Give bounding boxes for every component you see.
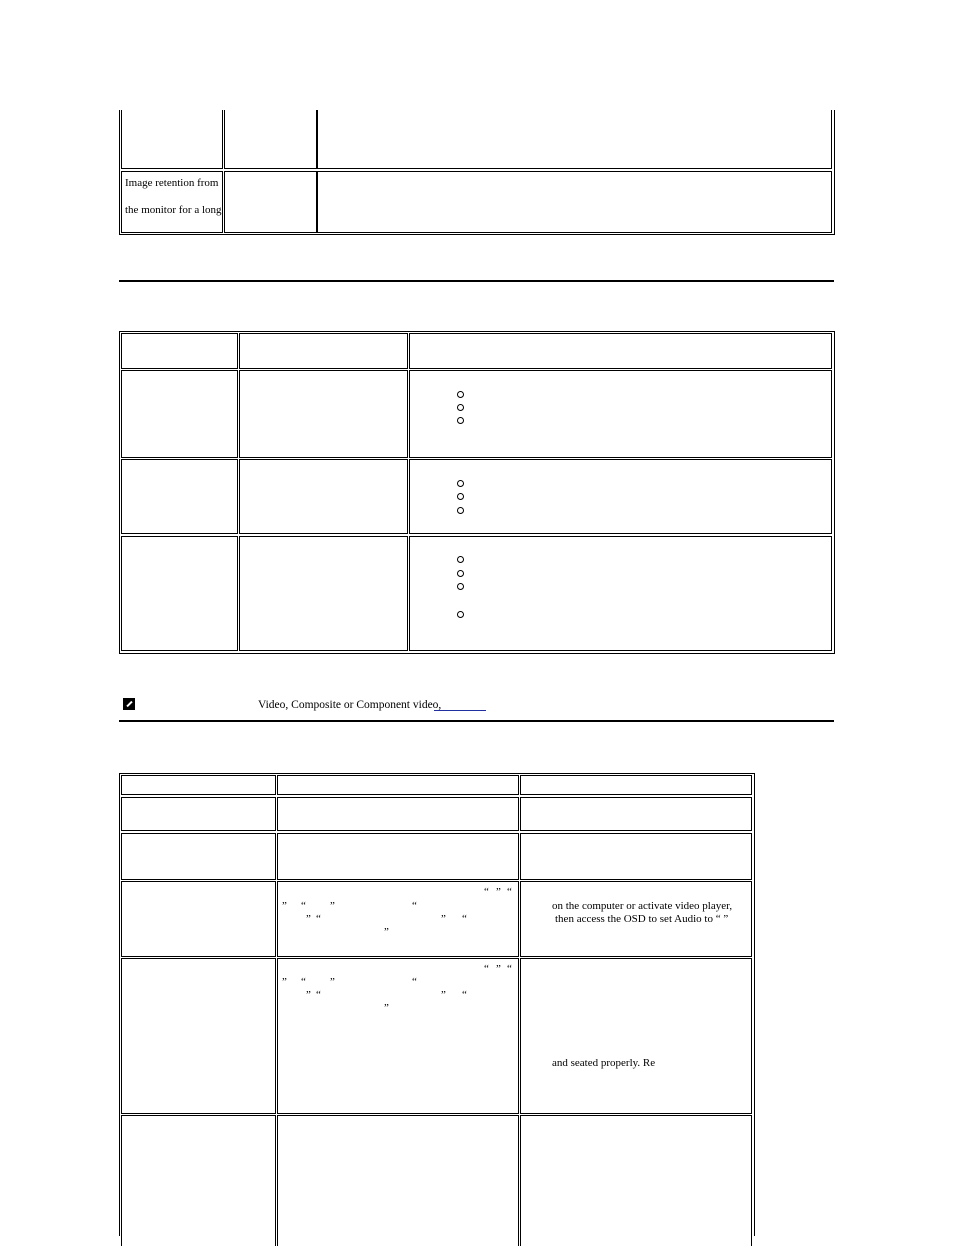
quote-mark: “ bbox=[316, 989, 321, 1001]
table2-row2-col2 bbox=[239, 459, 408, 534]
table1-row2-col2 bbox=[224, 171, 317, 233]
list-bullet-icon bbox=[457, 570, 464, 577]
table3-row5-col1 bbox=[121, 1115, 276, 1246]
table3-header-col1 bbox=[121, 775, 276, 795]
note-icon bbox=[123, 698, 135, 710]
quote-mark: ” bbox=[384, 1002, 389, 1014]
quote-mark: ” bbox=[282, 900, 287, 912]
quote-mark: ” bbox=[330, 900, 335, 912]
list-bullet-icon bbox=[457, 417, 464, 424]
table2-row2-col3 bbox=[409, 459, 832, 534]
quote-mark: “ bbox=[507, 963, 512, 975]
table3-row4-col2 bbox=[277, 958, 519, 1114]
list-bullet-icon bbox=[457, 507, 464, 514]
note-link[interactable] bbox=[434, 710, 486, 711]
quote-mark: “ bbox=[412, 900, 417, 912]
quote-mark: ” bbox=[330, 976, 335, 988]
table3-row2-col2 bbox=[277, 833, 519, 880]
quote-mark: “ bbox=[507, 886, 512, 898]
table1-row2-col1 bbox=[121, 171, 223, 233]
quote-mark: “ bbox=[316, 913, 321, 925]
table2-row3-col2 bbox=[239, 536, 408, 651]
table1-row1-col3 bbox=[317, 110, 832, 169]
list-bullet-icon bbox=[457, 583, 464, 590]
table2-row3-col1 bbox=[121, 536, 238, 651]
table3-row2-col3 bbox=[520, 833, 752, 880]
image-retention-line-1: Image retention from bbox=[125, 177, 219, 189]
list-bullet-icon bbox=[457, 611, 464, 618]
table2-row1-col2 bbox=[239, 370, 408, 458]
quote-mark: “ bbox=[412, 976, 417, 988]
note-text: Video, Composite or Component video, bbox=[258, 699, 442, 711]
quote-mark: ” bbox=[384, 926, 389, 938]
quote-mark: “ bbox=[301, 900, 306, 912]
table2-header-col3 bbox=[409, 333, 832, 369]
table3-row1-col2 bbox=[277, 797, 519, 831]
table3-row4-col3 bbox=[520, 958, 752, 1114]
list-bullet-icon bbox=[457, 391, 464, 398]
table2-row1-col3 bbox=[409, 370, 832, 458]
quote-mark: ” bbox=[496, 886, 501, 898]
table2-header-col1 bbox=[121, 333, 238, 369]
quote-mark: “ bbox=[484, 963, 489, 975]
table3-row5-col3 bbox=[520, 1115, 752, 1246]
quote-mark: ” bbox=[282, 976, 287, 988]
quote-mark: ” bbox=[441, 989, 446, 1001]
table3-header-col3 bbox=[520, 775, 752, 795]
quote-mark: “ bbox=[484, 886, 489, 898]
table2-header-col2 bbox=[239, 333, 408, 369]
table2-row1-col1 bbox=[121, 370, 238, 458]
list-bullet-icon bbox=[457, 493, 464, 500]
audio-instruction-line-1: on the computer or activate video player, bbox=[552, 900, 733, 912]
table3-row5-col2 bbox=[277, 1115, 519, 1246]
audio-instruction-line-2: then access the OSD to set Audio to “ ” bbox=[555, 913, 729, 925]
cable-instruction-text: and seated properly. Re bbox=[552, 1057, 656, 1069]
table3-row4-col1 bbox=[121, 958, 276, 1114]
image-retention-line-2: the monitor for a long bbox=[125, 204, 222, 216]
quote-mark: ” bbox=[441, 913, 446, 925]
table1-row1-col2 bbox=[224, 110, 317, 169]
quote-mark: ” bbox=[496, 963, 501, 975]
table3-row1-col1 bbox=[121, 797, 276, 831]
table3-row1-col3 bbox=[520, 797, 752, 831]
quote-mark: “ bbox=[462, 913, 467, 925]
section-divider-2 bbox=[119, 720, 834, 722]
table3-header-col2 bbox=[277, 775, 519, 795]
table3-row2-col1 bbox=[121, 833, 276, 880]
table1-row1-col1 bbox=[121, 110, 223, 169]
quote-mark: “ bbox=[462, 989, 467, 1001]
table1-row2-col3 bbox=[317, 171, 832, 233]
quote-mark: ” bbox=[306, 989, 311, 1001]
table3-row3-col2 bbox=[277, 881, 519, 957]
table2-row2-col1 bbox=[121, 459, 238, 534]
section-divider-1 bbox=[119, 280, 834, 282]
list-bullet-icon bbox=[457, 404, 464, 411]
list-bullet-icon bbox=[457, 480, 464, 487]
table2-row3-col3 bbox=[409, 536, 832, 651]
quote-mark: “ bbox=[301, 976, 306, 988]
quote-mark: ” bbox=[306, 913, 311, 925]
table3-row3-col1 bbox=[121, 881, 276, 957]
list-bullet-icon bbox=[457, 556, 464, 563]
